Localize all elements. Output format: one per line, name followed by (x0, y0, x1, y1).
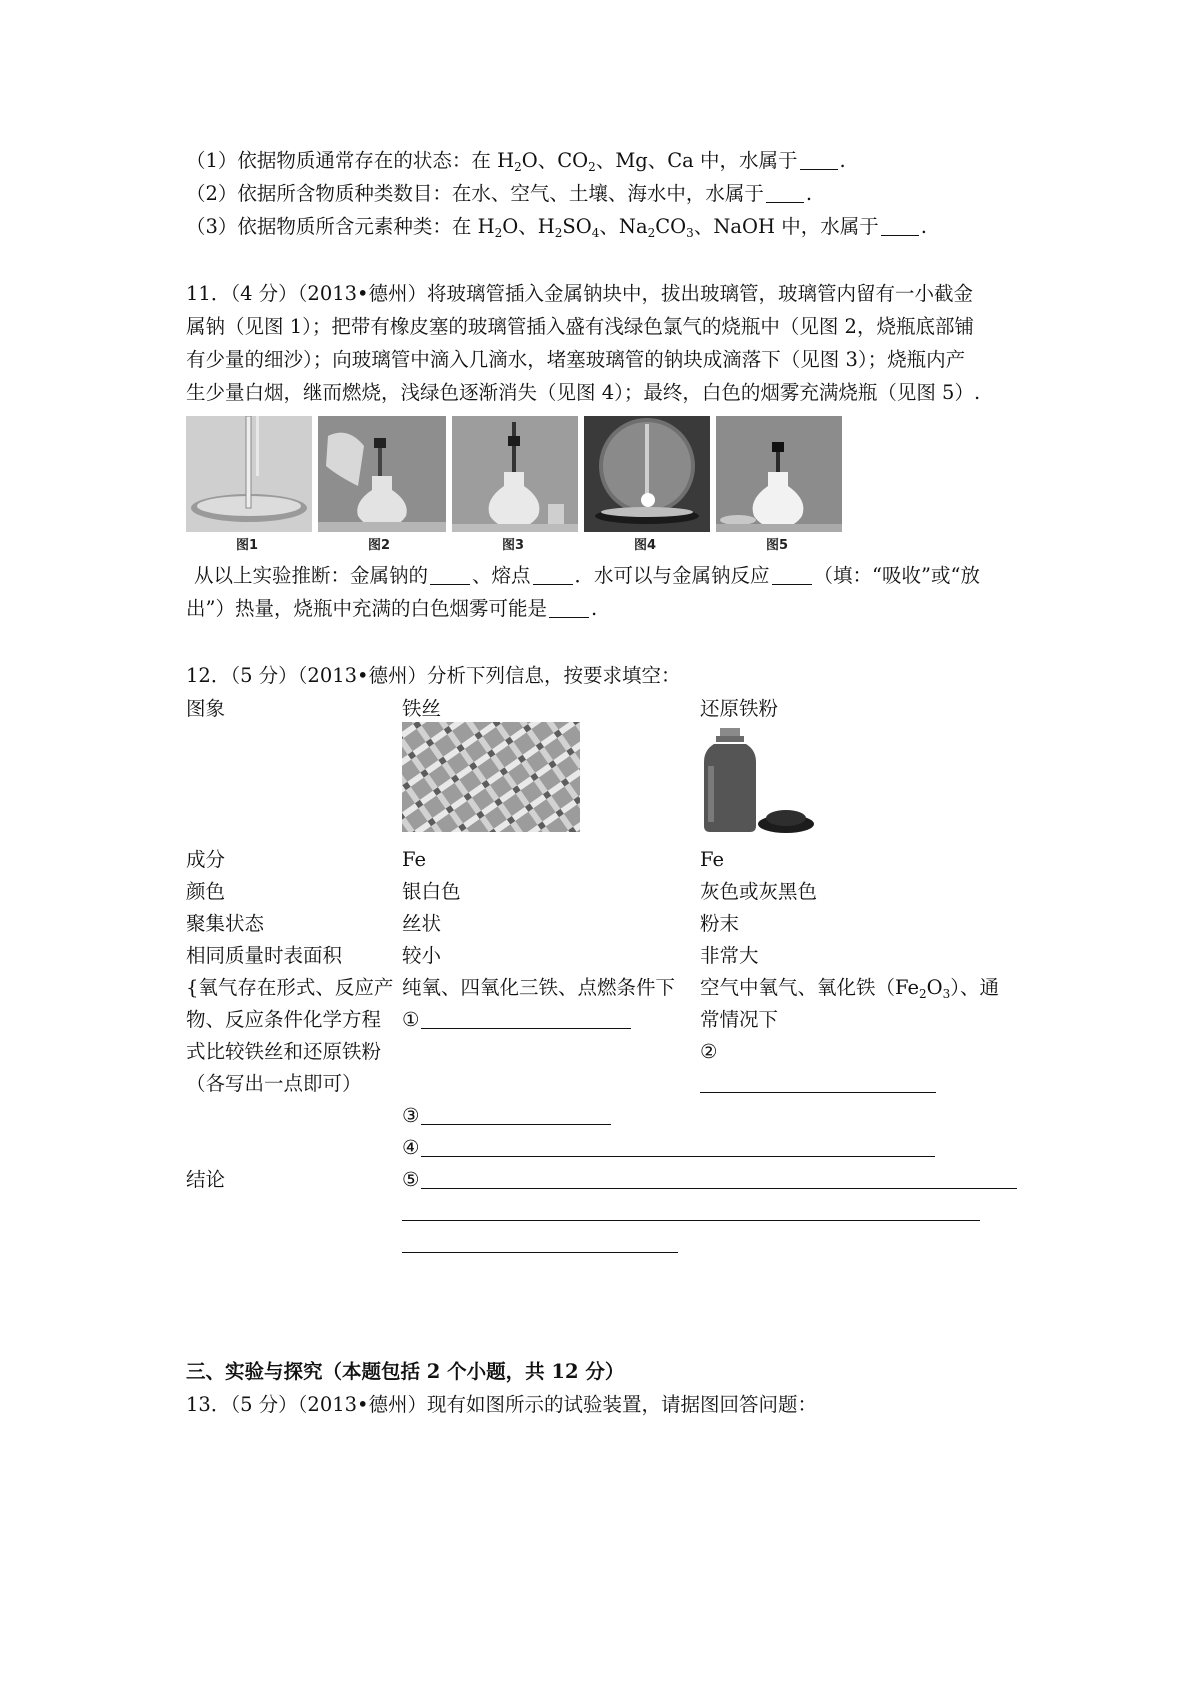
q12-row-label: 成分 (186, 848, 226, 871)
figure-5-caption: 图5 (766, 538, 789, 553)
iron-wire-mesh-image (402, 722, 580, 832)
q12-answer-2-marker: ② (700, 1040, 718, 1063)
figure-4-caption: 图4 (634, 538, 657, 553)
reduced-iron-powder-image (700, 726, 820, 834)
q13-text: 13．（5 分）（2013•德州）现有如图所示的试验装置，请据图回答问题： (186, 1393, 818, 1416)
experiment-photo-strip (186, 416, 876, 553)
q12-col-head-label: 图象 (186, 697, 226, 720)
figure-3-photo (452, 416, 578, 532)
q12-row-wire: 丝状 (402, 912, 442, 935)
q12-row5-label: {氧气存在形式、反应产 (186, 976, 394, 999)
answer-blank[interactable] (881, 217, 919, 236)
q12-row-wire: 银白色 (402, 880, 461, 903)
q12-row5-wire: 纯氧、四氧化三铁、点燃条件下 (402, 976, 676, 999)
figure-1-caption: 图1 (236, 538, 259, 553)
figure-2-caption: 图2 (368, 538, 391, 553)
answer-blank[interactable] (766, 184, 804, 203)
q12-row-powder: 灰色或灰黑色 (700, 880, 818, 903)
q12-row8-label: （各写出一点即可） (186, 1072, 362, 1095)
q11-inference-line-1: 从以上实验推断：金属钠的 、熔点 ．水可以与金属钠反应 （填：“吸收”或“放 (194, 564, 980, 587)
answer-blank[interactable] (421, 1106, 611, 1125)
q11-inference-line-2: 出”）热量，烧瓶中充满的白色烟雾可能是 . (186, 597, 598, 620)
q12-answer-1: ① (402, 1008, 633, 1032)
figure-3-caption: 图3 (502, 538, 525, 553)
q12-row-powder: 非常大 (700, 944, 759, 967)
q11-text-line-4: 生少量白烟，继而燃烧，浅绿色逐渐消失（见图 4）；最终，白色的烟雾充满烧瓶（见图 5）. (186, 381, 981, 404)
q12-row-powder: 粉末 (700, 912, 740, 935)
q12-row6-label: 物、反应条件化学方程 (186, 1008, 382, 1031)
q12-answer-5: ⑤ (402, 1168, 1019, 1192)
q11-text-line-3: 有少量的细沙）；向玻璃管中滴入几滴水，堵塞玻璃管的钠块成滴落下（见图 3）；烧瓶内产 (186, 348, 966, 371)
q10-item-3: （3）依据物质所含元素种类：在 $H_2O$、$H_2SO_4$、$Na_2CO_3$、NaOH 中，水属于 . (186, 215, 927, 240)
q12-col-head-wire: 铁丝 (402, 697, 442, 720)
q12-row5-powder: 空气中氧气、氧化铁$(Fe_2O_3)$、通 (700, 976, 1000, 1001)
q10-item-1: （1）依据物质通常存在的状态：在 $H_2O$、$CO_2$、Mg、Ca 中，水属于 . (186, 149, 846, 174)
q12-row-label: 聚集状态 (186, 912, 265, 935)
q12-row-wire: 较小 (402, 944, 442, 967)
q12-answer-3: ③ (402, 1104, 613, 1128)
answer-blank[interactable] (402, 1220, 980, 1221)
q12-conclusion-label: 结论 (186, 1168, 226, 1191)
section-heading: 三、实验与探究（本题包括 2 个小题，共 12 分） (186, 1360, 625, 1383)
figure-2-photo (318, 416, 446, 532)
q12-row-label: 相同质量时表面积 (186, 944, 343, 967)
figure-1-photo (186, 416, 312, 532)
answer-blank[interactable] (800, 151, 838, 170)
q12-row-powder: Fe (700, 848, 725, 871)
figure-4-photo (584, 416, 710, 532)
figure-5-photo (716, 416, 842, 532)
q12-answer-4: ④ (402, 1136, 937, 1160)
q11-text-line-1: 11．（4 分）（2013•德州）将玻璃管插入金属钠块中，拔出玻璃管，玻璃管内留有一小截金 (186, 282, 974, 305)
answer-blank[interactable] (700, 1092, 936, 1093)
answer-blank[interactable] (421, 1010, 631, 1029)
q12-row7-label: 式比较铁丝和还原铁粉 (186, 1040, 382, 1063)
q12-row6-powder: 常情况下 (700, 1008, 779, 1031)
q12-row-wire: Fe (402, 848, 427, 871)
q11-text-line-2: 属钠（见图 1）；把带有橡皮塞的玻璃管插入盛有浅绿色氯气的烧瓶中（见图 2，烧瓶底部铺 (186, 315, 974, 338)
answer-blank[interactable] (772, 566, 812, 585)
q10-item-2: （2）依据所含物质种类数目：在水、空气、土壤、海水中，水属于 . (186, 182, 813, 205)
answer-blank[interactable] (402, 1252, 678, 1253)
answer-blank[interactable] (533, 566, 573, 585)
answer-blank[interactable] (421, 1170, 1017, 1189)
answer-blank[interactable] (430, 566, 470, 585)
q12-row-label: 颜色 (186, 880, 226, 903)
q12-col-head-powder: 还原铁粉 (700, 697, 779, 720)
q12-title: 12．（5 分）（2013•德州）分析下列信息，按要求填空： (186, 664, 681, 687)
answer-blank[interactable] (421, 1138, 935, 1157)
answer-blank[interactable] (549, 599, 589, 618)
